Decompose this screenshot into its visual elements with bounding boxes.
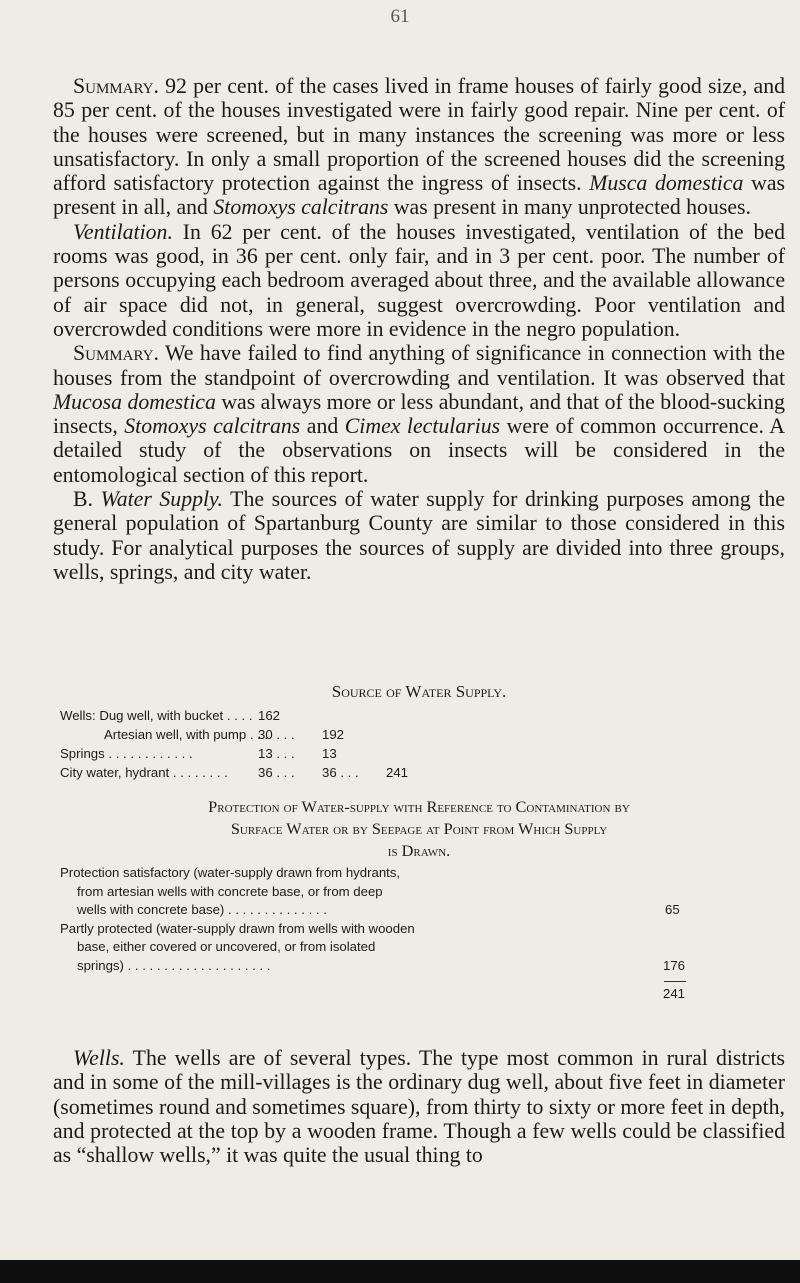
page-number: 61 xyxy=(390,6,410,27)
ventilation-label: Ventilation. xyxy=(73,219,173,244)
item-line xyxy=(60,901,740,920)
species-name: Mucosa domestica xyxy=(53,389,216,414)
source-table-heading: Source of Water Supply. xyxy=(331,682,507,701)
scan-edge xyxy=(0,1260,800,1283)
section-letter: B. xyxy=(73,487,101,512)
heading-line: is Drawn. xyxy=(387,841,451,860)
species-name: Stomoxys calcitrans xyxy=(124,414,301,439)
row-label: City water, hydrant . . . . . . . . xyxy=(60,765,228,780)
wells-paragraph xyxy=(53,1046,785,1167)
item-text: springs) . . . . . . . . . . . . . . . . . . . . xyxy=(77,957,271,973)
summary-label: Summary. xyxy=(73,341,159,366)
table-row xyxy=(60,708,660,726)
row-label: Artesian well, with pump . . . xyxy=(104,727,269,742)
item-line: base, either covered or uncovered, or from isolated xyxy=(77,939,376,954)
protection-item xyxy=(60,920,740,976)
row-value: 36 . . . xyxy=(258,765,295,780)
item-value: 176 xyxy=(663,957,686,973)
summary-paragraph-1 xyxy=(53,74,785,220)
ventilation-paragraph xyxy=(53,220,785,341)
total-rule xyxy=(664,981,686,982)
text-run: The sources of water supply for drinking purposes among the general population of Spartanburg County are similar to those considered in this study. For analytical purposes the sources of supply are divided into three groups, wells, springs, and city water. xyxy=(53,487,785,584)
text-run: were of common occurrence. A detailed study of the observations on insects will be considered in the entomological section of this report. xyxy=(53,414,786,487)
species-name: Cimex lectularius xyxy=(344,414,501,439)
row-label: Wells: Dug well, with bucket . . . . xyxy=(60,708,253,723)
protection-table-heading xyxy=(53,796,785,862)
text-run: The wells are of several types. The type most common in rural districts and in some of the mill-villages is the ordinary dug well, about five feet in diameter (sometimes round and sometimes square), from thirty to sixty or more feet in depth, and protected at the top by a wooden frame. Though a few wells could be classified as “shallow wells,” it was quite the usual thing to xyxy=(53,1046,785,1168)
main-text xyxy=(53,74,785,584)
text-run: We have failed to find anything of significance in connection with the houses from the standpoint of overcrowding and ventilation. It was observed that xyxy=(53,341,785,390)
text-run: and xyxy=(300,414,345,439)
item-value: 65 xyxy=(665,902,680,917)
species-name: Stomoxys calcitrans xyxy=(213,195,389,220)
heading-line: Protection of Water-supply with Reference to Contamination by xyxy=(208,797,630,816)
heading-line: Surface Water or by Seepage at Point from Which Supply xyxy=(230,819,608,838)
row-value: 13 xyxy=(322,746,337,761)
row-label: Springs . . . . . . . . . . . . xyxy=(60,746,193,761)
summary-paragraph-2 xyxy=(53,341,785,487)
row-value: 192 xyxy=(322,727,345,742)
source-table xyxy=(60,708,660,788)
total-block xyxy=(60,975,740,1003)
item-line xyxy=(60,957,740,976)
item-line: from artesian wells with concrete base, or from deep xyxy=(77,883,383,899)
text-run: In 62 per cent. of the houses investigated, ventilation of the bed rooms was good, in 36 per cent. only fair, and in 3 per cent. poor. The number of persons occupying each bedroom averaged about three, and the available allowance of air space did not, in general, suggest overcrowding. Poor ventilation and overcrowded conditions were more in evidence in the negro population. xyxy=(53,219,785,341)
table-row xyxy=(60,727,660,745)
text-run: 92 per cent. of the cases lived in frame houses of fairly good size, and 85 per cent. of the houses investigated were in fairly good repair. Nine per cent. of the houses were screened, but in many instances the screening was more or less unsatisfactory. In only a small proportion of the screened houses did the screening afford satisfactory protection against the ingress of insects. xyxy=(53,74,785,196)
table-row xyxy=(60,746,660,764)
species-name: Musca domestica xyxy=(589,171,744,196)
row-value: 162 xyxy=(258,708,281,723)
item-text: wells with concrete base) . . . . . . . . . . . . . . xyxy=(77,902,327,917)
row-value: 30 . . . xyxy=(258,727,295,742)
row-value: 241 xyxy=(386,765,409,780)
protection-table xyxy=(60,864,740,1003)
protection-item xyxy=(60,864,740,920)
text-run: was always more or less abundant, and that of the blood-sucking insects, xyxy=(53,389,785,439)
total-value: 241 xyxy=(663,986,686,1001)
item-line: Partly protected (water-supply drawn from wells with wooden xyxy=(60,920,415,936)
item-line: Protection satisfactory (water-supply drawn from hydrants, xyxy=(60,865,401,880)
summary-label: Summary. xyxy=(73,74,159,98)
text-run: was present in many unprotected houses. xyxy=(388,195,751,220)
text-run: was present in all, and xyxy=(53,171,785,220)
section-title: Water Supply. xyxy=(100,487,223,512)
row-value: 36 . . . xyxy=(322,765,359,780)
row-value: 13 . . . xyxy=(258,746,295,761)
wells-label: Wells. xyxy=(73,1046,125,1070)
table-row xyxy=(60,765,660,783)
water-supply-paragraph xyxy=(53,487,785,584)
